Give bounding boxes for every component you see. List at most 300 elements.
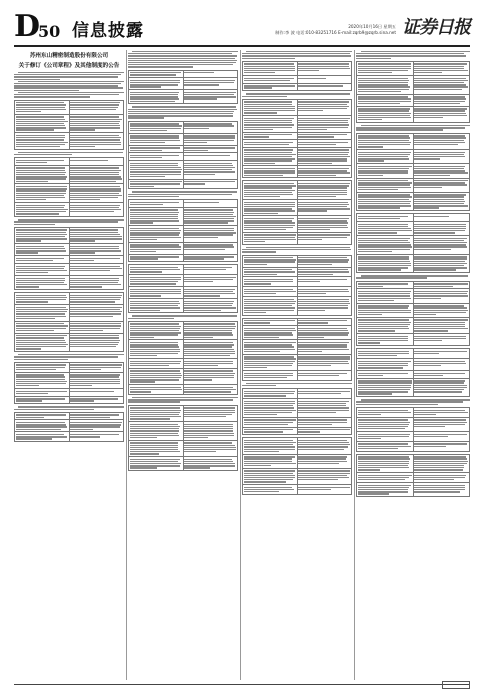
text-line bbox=[358, 465, 408, 466]
text-line bbox=[70, 129, 95, 130]
table-cell bbox=[243, 438, 298, 454]
text-line bbox=[244, 330, 296, 331]
text-line bbox=[358, 391, 408, 392]
text-paragraph bbox=[14, 72, 124, 80]
table-cell bbox=[243, 267, 298, 277]
table-row bbox=[129, 422, 238, 441]
table-row bbox=[15, 362, 124, 372]
table-row bbox=[357, 407, 470, 417]
text-line bbox=[244, 127, 292, 128]
text-line bbox=[414, 172, 468, 173]
text-line bbox=[184, 387, 233, 388]
table-cell bbox=[357, 359, 414, 371]
text-line bbox=[358, 96, 408, 97]
text-line bbox=[356, 58, 391, 59]
text-line bbox=[184, 301, 234, 302]
text-line bbox=[70, 109, 115, 110]
text-line bbox=[184, 428, 233, 429]
table-row bbox=[15, 275, 124, 289]
table-cell bbox=[69, 333, 124, 352]
table-row bbox=[15, 184, 124, 203]
text-line bbox=[130, 94, 178, 95]
text-line bbox=[244, 377, 288, 378]
text-line bbox=[184, 155, 230, 156]
table-row bbox=[243, 354, 352, 370]
text-line bbox=[358, 475, 412, 476]
text-line bbox=[414, 326, 464, 327]
text-line bbox=[16, 379, 66, 380]
table-cell bbox=[69, 432, 124, 442]
table-cell bbox=[413, 441, 470, 451]
text-line bbox=[16, 258, 64, 259]
table-row bbox=[129, 265, 238, 275]
table-row bbox=[15, 133, 124, 149]
text-line bbox=[358, 434, 410, 435]
text-line bbox=[414, 224, 466, 225]
table-cell bbox=[129, 226, 184, 242]
table-row bbox=[243, 297, 352, 316]
text-line bbox=[130, 218, 179, 219]
text-line bbox=[244, 134, 292, 135]
contact-line: 制作:李 波 电话:010-83251716 E-mail:zqrb9@zqrb.sina.net bbox=[275, 30, 396, 35]
text-line bbox=[414, 391, 462, 392]
table-row bbox=[129, 133, 238, 145]
table-row bbox=[243, 76, 352, 84]
text-line bbox=[244, 305, 292, 306]
text-line bbox=[130, 92, 180, 93]
text-line bbox=[414, 312, 466, 313]
table-row bbox=[15, 227, 124, 243]
table-row bbox=[243, 61, 352, 75]
text-line bbox=[358, 319, 409, 320]
text-line bbox=[184, 426, 233, 427]
text-line bbox=[184, 169, 232, 170]
text-line bbox=[358, 336, 408, 337]
text-line bbox=[184, 281, 213, 282]
table-cell bbox=[15, 158, 70, 166]
table-cell bbox=[413, 454, 470, 473]
table-row bbox=[129, 340, 238, 359]
text-line bbox=[244, 220, 292, 221]
text-line bbox=[414, 203, 464, 204]
text-line bbox=[18, 406, 124, 407]
text-line bbox=[298, 303, 350, 304]
table-row bbox=[243, 166, 352, 178]
text-line bbox=[70, 146, 94, 147]
text-line bbox=[244, 190, 295, 191]
text-line bbox=[70, 330, 102, 331]
text-line bbox=[244, 491, 279, 492]
text-line bbox=[70, 199, 100, 200]
text-line bbox=[414, 265, 464, 266]
table-cell bbox=[15, 165, 70, 184]
text-line bbox=[358, 375, 384, 376]
text-line bbox=[244, 403, 295, 404]
text-line bbox=[16, 414, 66, 415]
text-line bbox=[130, 128, 181, 129]
table-row bbox=[243, 255, 352, 267]
comparison-table bbox=[356, 407, 470, 452]
table-cell bbox=[129, 153, 184, 161]
text-line bbox=[16, 127, 66, 128]
table-cell bbox=[129, 299, 184, 313]
text-line bbox=[128, 401, 180, 402]
text-line bbox=[16, 144, 65, 145]
table-cell bbox=[129, 133, 184, 145]
text-line bbox=[244, 202, 295, 203]
text-line bbox=[70, 337, 119, 338]
text-line bbox=[130, 202, 179, 203]
text-line bbox=[244, 68, 296, 69]
table-row bbox=[357, 371, 470, 379]
text-line bbox=[128, 318, 174, 319]
column-separator bbox=[354, 50, 355, 680]
text-line bbox=[16, 309, 68, 310]
text-line bbox=[244, 361, 296, 362]
table-row bbox=[15, 321, 124, 333]
text-line bbox=[16, 232, 67, 233]
text-line bbox=[184, 310, 221, 311]
text-line bbox=[298, 142, 348, 143]
text-line bbox=[130, 130, 167, 131]
text-line bbox=[358, 305, 409, 306]
table-cell bbox=[183, 368, 238, 384]
text-line bbox=[16, 424, 67, 425]
text-line bbox=[358, 448, 398, 449]
text-line bbox=[16, 272, 49, 273]
text-line bbox=[14, 94, 119, 95]
text-paragraph bbox=[356, 51, 470, 59]
text-line bbox=[298, 101, 349, 102]
text-line bbox=[414, 144, 458, 145]
text-line bbox=[70, 229, 118, 230]
text-line bbox=[16, 346, 67, 347]
text-line bbox=[16, 174, 66, 175]
text-line bbox=[244, 257, 293, 258]
text-line bbox=[414, 68, 464, 69]
text-line bbox=[130, 353, 178, 354]
text-line bbox=[358, 422, 410, 423]
text-line bbox=[70, 417, 110, 418]
text-line bbox=[414, 283, 468, 284]
table-cell bbox=[129, 405, 184, 421]
text-line bbox=[16, 301, 48, 302]
text-line bbox=[414, 70, 467, 71]
text-paragraph bbox=[14, 219, 124, 225]
table-cell bbox=[297, 61, 352, 75]
text-line bbox=[414, 115, 467, 116]
table-cell bbox=[129, 457, 184, 471]
text-line bbox=[298, 192, 347, 193]
text-column-3 bbox=[242, 50, 352, 680]
text-line bbox=[244, 301, 296, 302]
text-line bbox=[298, 225, 347, 226]
text-line bbox=[130, 433, 179, 434]
text-line bbox=[414, 456, 466, 457]
footer-rule bbox=[14, 684, 470, 685]
table-cell bbox=[243, 216, 298, 232]
text-line bbox=[244, 449, 296, 450]
table-cell bbox=[69, 321, 124, 333]
text-line bbox=[184, 150, 207, 151]
text-line bbox=[414, 238, 467, 239]
text-line bbox=[414, 66, 464, 67]
text-line bbox=[358, 113, 411, 114]
text-line bbox=[298, 289, 348, 290]
table-cell bbox=[297, 326, 352, 340]
text-line bbox=[130, 125, 182, 126]
text-line bbox=[298, 124, 349, 125]
table-row bbox=[243, 318, 352, 326]
text-line bbox=[184, 209, 232, 210]
text-line bbox=[244, 237, 295, 238]
text-line bbox=[130, 332, 181, 333]
text-line bbox=[358, 361, 411, 362]
text-line bbox=[298, 356, 350, 357]
text-line bbox=[358, 363, 408, 364]
text-line bbox=[70, 323, 121, 324]
table-row bbox=[243, 417, 352, 427]
text-line bbox=[414, 310, 468, 311]
text-line bbox=[130, 251, 156, 252]
text-line bbox=[298, 239, 322, 240]
text-line bbox=[14, 154, 72, 155]
text-line bbox=[70, 309, 120, 310]
text-line bbox=[246, 93, 350, 94]
text-line bbox=[184, 326, 236, 327]
text-line bbox=[358, 201, 411, 202]
text-line bbox=[244, 358, 296, 359]
text-line bbox=[184, 445, 234, 446]
text-line bbox=[244, 337, 279, 338]
table-cell bbox=[129, 275, 184, 287]
text-line bbox=[130, 181, 182, 182]
table-row bbox=[243, 277, 352, 287]
text-line bbox=[16, 344, 68, 345]
text-line bbox=[130, 155, 179, 156]
text-line bbox=[130, 435, 179, 436]
text-line bbox=[414, 207, 439, 208]
text-line bbox=[414, 314, 436, 315]
text-line bbox=[244, 101, 293, 102]
text-line bbox=[16, 335, 67, 336]
text-line bbox=[16, 213, 60, 214]
table-row bbox=[129, 153, 238, 161]
text-line bbox=[358, 338, 409, 339]
table-row bbox=[243, 216, 352, 232]
text-line bbox=[298, 259, 349, 260]
text-line bbox=[244, 80, 290, 81]
text-line bbox=[414, 446, 445, 447]
text-line bbox=[184, 407, 235, 408]
table-row bbox=[129, 179, 238, 189]
text-line bbox=[414, 242, 467, 243]
text-line bbox=[358, 182, 412, 183]
table-cell bbox=[15, 244, 70, 256]
table-row bbox=[357, 378, 470, 397]
text-line bbox=[358, 330, 395, 331]
text-line bbox=[70, 170, 121, 171]
text-line bbox=[130, 418, 170, 419]
text-line bbox=[244, 479, 293, 480]
text-line bbox=[130, 381, 155, 382]
table-cell bbox=[183, 226, 238, 242]
text-line bbox=[16, 278, 65, 279]
text-line bbox=[414, 261, 465, 262]
text-line bbox=[244, 291, 296, 292]
text-line bbox=[130, 249, 181, 250]
text-line bbox=[358, 101, 412, 102]
text-line bbox=[70, 268, 122, 269]
text-line bbox=[184, 293, 235, 294]
table-row bbox=[243, 147, 352, 166]
text-line bbox=[244, 312, 266, 313]
table-row bbox=[15, 412, 124, 420]
text-line bbox=[414, 182, 465, 183]
text-line bbox=[298, 301, 349, 302]
text-line bbox=[16, 398, 66, 399]
table-cell bbox=[129, 340, 184, 359]
text-line bbox=[358, 387, 412, 388]
text-line bbox=[414, 267, 467, 268]
text-line bbox=[244, 222, 295, 223]
table-cell bbox=[357, 483, 414, 497]
text-line bbox=[298, 218, 349, 219]
text-line bbox=[414, 78, 466, 79]
table-row bbox=[129, 359, 238, 369]
text-line bbox=[414, 240, 464, 241]
table-row bbox=[15, 165, 124, 184]
text-line bbox=[414, 307, 466, 308]
table-row bbox=[129, 70, 238, 78]
text-line bbox=[358, 242, 410, 243]
text-line bbox=[358, 246, 412, 247]
text-line bbox=[298, 168, 349, 169]
text-line bbox=[358, 438, 381, 439]
text-line bbox=[14, 90, 79, 91]
table-cell bbox=[413, 254, 470, 273]
text-line bbox=[298, 330, 348, 331]
text-line bbox=[414, 154, 464, 155]
table-row bbox=[129, 226, 238, 242]
text-line bbox=[130, 407, 180, 408]
text-line bbox=[414, 63, 466, 64]
table-cell bbox=[357, 407, 414, 417]
table-cell bbox=[183, 287, 238, 299]
table-row bbox=[243, 200, 352, 216]
table-row bbox=[129, 121, 238, 133]
text-line bbox=[70, 209, 121, 210]
text-line bbox=[18, 72, 124, 73]
text-line bbox=[16, 111, 41, 112]
table-cell bbox=[357, 281, 414, 289]
text-line bbox=[184, 379, 211, 380]
page-letter: D bbox=[14, 9, 41, 44]
text-line bbox=[358, 461, 410, 462]
table-cell bbox=[297, 399, 352, 418]
table-cell bbox=[297, 485, 352, 495]
text-line bbox=[244, 375, 294, 376]
table-row bbox=[129, 207, 238, 226]
text-line bbox=[358, 232, 398, 233]
table-cell bbox=[15, 412, 70, 420]
table-cell bbox=[183, 200, 238, 208]
text-line bbox=[70, 258, 120, 259]
text-line bbox=[298, 412, 335, 413]
text-line bbox=[130, 163, 179, 164]
text-line bbox=[414, 205, 468, 206]
text-line bbox=[70, 197, 118, 198]
text-line bbox=[358, 249, 410, 250]
comparison-table bbox=[356, 133, 470, 212]
text-line bbox=[414, 305, 464, 306]
text-line bbox=[361, 275, 468, 276]
text-line bbox=[298, 365, 331, 366]
text-line bbox=[298, 461, 347, 462]
article-title-line1: 苏州东山精密制造股份有限公司 bbox=[29, 53, 109, 59]
text-line bbox=[128, 196, 179, 197]
text-line bbox=[244, 424, 289, 425]
text-line bbox=[246, 383, 352, 384]
text-line bbox=[358, 91, 401, 92]
text-line bbox=[130, 467, 157, 468]
text-line bbox=[244, 419, 296, 420]
text-line bbox=[16, 160, 64, 161]
column-separator bbox=[126, 50, 127, 680]
text-line bbox=[70, 127, 119, 128]
text-line bbox=[130, 209, 178, 210]
text-line bbox=[130, 379, 179, 380]
text-line bbox=[298, 293, 326, 294]
text-line bbox=[358, 244, 411, 245]
text-line bbox=[16, 209, 68, 210]
masthead bbox=[14, 10, 470, 44]
text-line bbox=[184, 391, 231, 392]
text-column-1 bbox=[14, 50, 124, 680]
text-line bbox=[358, 367, 403, 368]
text-line bbox=[298, 136, 334, 137]
table-cell bbox=[183, 133, 238, 145]
text-line bbox=[298, 118, 350, 119]
text-paragraph bbox=[14, 152, 124, 155]
text-line bbox=[246, 247, 350, 248]
text-line bbox=[358, 180, 409, 181]
text-line bbox=[414, 286, 453, 287]
text-line bbox=[414, 295, 468, 296]
table-row bbox=[357, 432, 470, 442]
comparison-table bbox=[242, 61, 352, 91]
comparison-table bbox=[242, 255, 352, 316]
text-line bbox=[358, 158, 409, 159]
text-line bbox=[16, 205, 66, 206]
text-line bbox=[130, 342, 178, 343]
text-line bbox=[414, 152, 465, 153]
text-line bbox=[298, 479, 338, 480]
text-line bbox=[244, 104, 292, 105]
text-line bbox=[361, 51, 470, 52]
text-line bbox=[16, 181, 48, 182]
table-cell bbox=[297, 287, 352, 297]
table-cell bbox=[183, 422, 238, 441]
text-line bbox=[16, 311, 68, 312]
text-line bbox=[358, 82, 409, 83]
table-cell bbox=[183, 121, 238, 133]
text-line bbox=[130, 391, 151, 392]
text-line bbox=[244, 422, 293, 423]
table-row bbox=[243, 340, 352, 354]
text-paragraph bbox=[356, 399, 470, 405]
text-line bbox=[414, 187, 442, 188]
